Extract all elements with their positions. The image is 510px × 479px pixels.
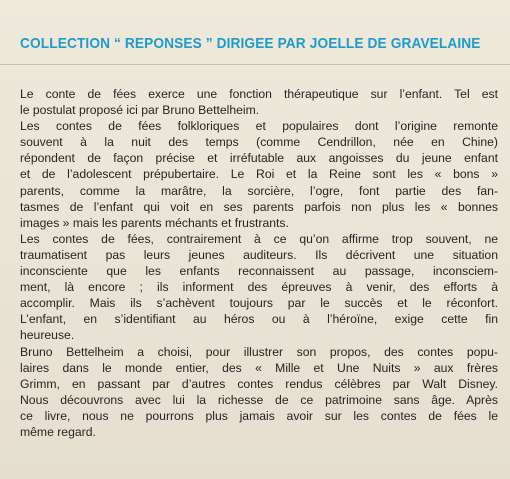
text-line: le postulat proposé ici par Bruno Bettelheim. <box>20 103 260 118</box>
text-line: traumatisent pas leurs jeunes auditeurs. Ils décrivent une situation <box>20 247 498 262</box>
series-heading: COLLECTION “ REPONSES ” DIRIGEE PAR JOELLE DE GRAVELAINE <box>20 36 481 52</box>
divider <box>0 64 510 65</box>
text-line: et de l’adolescent prépubertaire. Le Roi et la Reine sont les « bons » <box>20 167 498 182</box>
text-line: images » mais les parents méchants et frustrants. <box>20 215 289 230</box>
text-line: Le conte de fées exerce une fonction thérapeutique sur l’enfant. Tel est <box>20 87 498 101</box>
text-line: ment, là encore ; ils informent des épreuves à venir, des efforts à <box>20 280 498 295</box>
text-line: ce livre, nous ne pourrons plus jamais avoir sur les contes de fées le <box>20 408 498 423</box>
text-line: inconsciente que les enfants reconnaissent au passage, inconsciem- <box>20 264 498 279</box>
text-line: Nous découvrons avec lui la richesse de ce patrimoine sans âge. Après <box>20 392 498 407</box>
text-line: Bruno Bettelheim a choisi, pour illustrer son propos, des contes popu- <box>20 344 498 359</box>
text-line: parents, comme la marâtre, la sorcière, l’ogre, font partie des fan- <box>20 183 498 198</box>
blurb-text <box>20 86 498 440</box>
text-line: tasmes de l’enfant qui voit en ses parents parfois non plus les « bonnes <box>20 199 498 214</box>
text-line: laires dans le monde entier, des « Mille et Une Nuits » aux frères <box>20 360 498 375</box>
text-line: Les contes de fées folkloriques et populaires dont l’origine remonte <box>20 119 498 134</box>
text-line: heureuse. <box>20 328 75 343</box>
text-line: souvent à la nuit des temps (comme Cendrillon, née en Chine) <box>20 135 498 150</box>
text-line: L’enfant, en s’identifiant au héros ou à l’héroïne, exige cette fin <box>20 312 498 327</box>
text-line: accomplir. Mais ils s’achèvent toujours par le succès et le réconfort. <box>20 296 498 311</box>
text-line: Grimm, en passant par d’autres contes rendus célèbres par Walt Disney. <box>20 376 498 391</box>
text-line: Les contes de fées, contrairement à ce qu’on affirme trop souvent, ne <box>20 231 498 246</box>
text-line: même regard. <box>20 424 96 439</box>
text-line: répondent de façon précise et irréfutable aux angoisses du jeune enfant <box>20 151 498 166</box>
